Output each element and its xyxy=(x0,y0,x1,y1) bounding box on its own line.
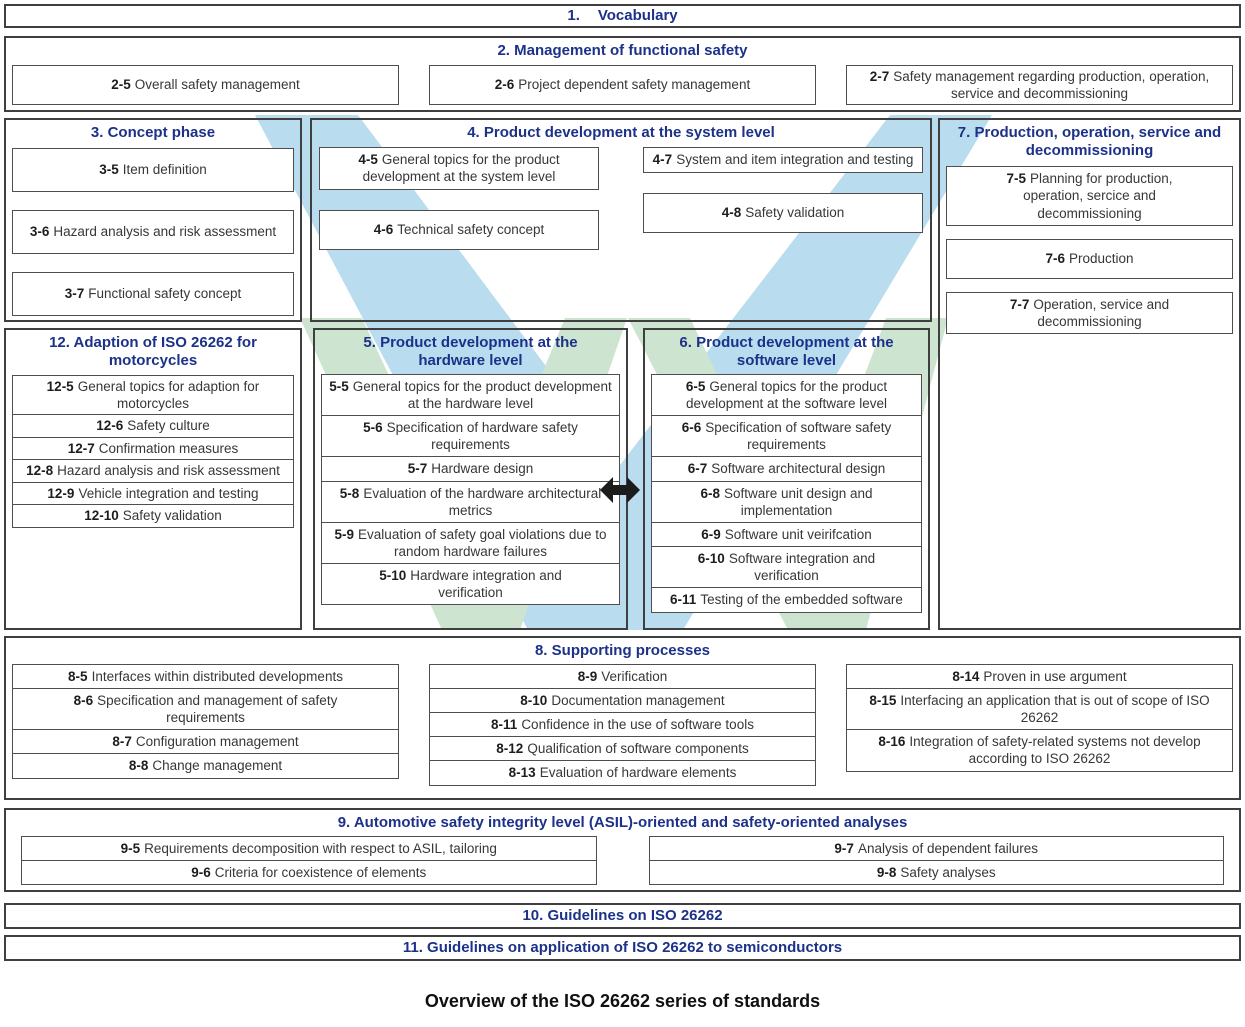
part-label: 8-9 Verification xyxy=(577,669,668,685)
standard-part-box xyxy=(651,587,922,613)
standard-part-box xyxy=(12,148,294,192)
part-label: 5-7 Hardware design xyxy=(407,461,534,477)
supporting-col2-boxes xyxy=(429,664,816,786)
supporting-col1-boxes xyxy=(12,664,399,786)
section-guidelines-semiconductors xyxy=(4,935,1241,961)
asil-left-boxes xyxy=(21,836,597,885)
part-label: 6-6 Specification of software safety requirements xyxy=(681,420,892,453)
standard-part-box xyxy=(651,415,922,458)
standard-part-box xyxy=(321,522,620,565)
section-motorcycles-title: 12. Adaption of ISO 26262 for motorcycles xyxy=(49,334,257,369)
part-label: 9-7 Analysis of dependent failures xyxy=(834,841,1039,856)
part-label: 5-6 Specification of hardware safety requirements xyxy=(363,420,578,453)
part-label: 9-6 Criteria for coexistence of elements xyxy=(191,864,427,880)
part-label: 4-7 System and item integration and testing xyxy=(652,152,914,168)
standard-part-box xyxy=(12,437,294,461)
standard-part-box xyxy=(429,760,816,786)
standard-part-box xyxy=(643,147,923,173)
standard-part-box xyxy=(319,210,599,250)
part-label: 12-9 Vehicle integration and testing xyxy=(47,485,259,501)
section-system-level xyxy=(310,118,932,322)
asil-right-boxes xyxy=(649,836,1225,885)
section-guidelines xyxy=(4,903,1241,929)
section-asil-title: 9. Automotive safety integrity level (ASIL)-oriented and safety-oriented analyses xyxy=(337,814,908,831)
part-label: 6-9 Software unit veirifcation xyxy=(701,526,872,542)
production-boxes xyxy=(940,166,1239,334)
part-label: 3-6 Hazard analysis and risk assessment xyxy=(29,224,277,240)
part-label: 8-5 Interfaces within distributed developments xyxy=(68,669,343,685)
part-label: 6-8 Software unit design and implementation xyxy=(700,485,873,518)
standard-part-box xyxy=(651,522,922,548)
part-label: 4-6 Technical safety concept xyxy=(373,221,545,237)
part-label: 5-5 General topics for the product development at the hardware level xyxy=(329,379,612,412)
standard-part-box xyxy=(946,292,1233,335)
standard-part-box xyxy=(651,546,922,589)
standard-part-box xyxy=(12,482,294,506)
standard-part-box xyxy=(12,375,294,416)
section-concept-phase xyxy=(4,118,302,322)
section-vocabulary xyxy=(4,4,1241,28)
standard-part-box xyxy=(321,563,620,606)
section-concept-title: 3. Concept phase xyxy=(90,124,216,141)
part-label: 2-6 Project dependent safety management xyxy=(494,77,751,93)
hardware-software-arrow-icon xyxy=(596,474,644,506)
diagram-caption: Overview of the ISO 26262 series of standards xyxy=(424,991,821,1011)
standard-part-box xyxy=(429,65,816,105)
part-label: 4-5 General topics for the product development at the system level xyxy=(358,152,560,185)
section-supporting-title: 8. Supporting processes xyxy=(534,642,711,659)
standard-part-box xyxy=(651,481,922,524)
standard-part-box xyxy=(649,860,1225,885)
standard-part-box xyxy=(846,729,1233,772)
standard-part-box xyxy=(321,456,620,482)
part-label: 8-8 Change management xyxy=(128,758,283,774)
section-software-level xyxy=(643,328,930,630)
section-production-title: 7. Production, operation, service and decommissioning xyxy=(957,124,1222,159)
part-label: 8-10 Documentation management xyxy=(520,693,725,709)
standard-part-box xyxy=(12,414,294,438)
standard-part-box xyxy=(846,664,1233,690)
standard-part-box xyxy=(643,193,923,233)
standard-part-box xyxy=(21,836,597,861)
part-label: 6-5 General topics for the product development at the software level xyxy=(685,379,888,412)
section-guidelines-title: 10. Guidelines on ISO 26262 xyxy=(522,907,723,924)
motorcycles-boxes xyxy=(6,375,300,528)
part-label: 6-10 Software integration and verification xyxy=(697,551,876,584)
system-level-right-boxes xyxy=(643,147,923,250)
management-boxes xyxy=(6,65,1239,105)
standard-part-box xyxy=(321,374,620,417)
standard-part-box xyxy=(12,688,399,731)
standard-part-box xyxy=(651,456,922,482)
part-label: 12-8 Hazard analysis and risk assessment xyxy=(26,463,280,479)
part-label: 2-7 Safety management regarding production, operation, service and decommissioning xyxy=(869,68,1210,101)
standard-part-box xyxy=(649,836,1225,861)
section-guidelines-semiconductors-title: 11. Guidelines on application of ISO 26262 to semiconductors xyxy=(402,939,843,956)
part-label: 8-16 Integration of safety-related systems not develop according to ISO 26262 xyxy=(878,734,1201,767)
standard-part-box xyxy=(12,210,294,254)
standard-part-box xyxy=(12,504,294,528)
section-supporting-processes xyxy=(4,636,1241,800)
concept-boxes xyxy=(6,148,300,316)
part-label: 12-5 General topics for adaption for motorcycles xyxy=(46,379,260,412)
standard-part-box xyxy=(946,239,1233,279)
supporting-col3-boxes xyxy=(846,664,1233,786)
standard-part-box xyxy=(12,65,399,105)
standard-part-box xyxy=(321,415,620,458)
part-label: 7-5 Planning for production, operation, sercice and decommissioning xyxy=(1006,171,1173,221)
software-boxes xyxy=(645,374,928,613)
standard-part-box xyxy=(12,664,399,690)
part-label: 12-10 Safety validation xyxy=(84,508,222,524)
part-label: 8-14 Proven in use argument xyxy=(952,669,1127,685)
standard-part-box xyxy=(21,860,597,885)
part-label: 9-8 Safety analyses xyxy=(876,864,996,880)
standard-part-box xyxy=(429,712,816,738)
standard-part-box xyxy=(12,459,294,483)
section-vocabulary-title: Vocabulary xyxy=(597,7,678,24)
section-vocabulary-number: 1. xyxy=(567,7,580,24)
standard-part-box xyxy=(429,664,816,690)
section-motorcycles xyxy=(4,328,302,630)
section-software-title: 6. Product development at the software level xyxy=(679,334,894,369)
section-management-functional-safety xyxy=(4,36,1241,112)
standard-part-box xyxy=(12,272,294,316)
part-label: 2-5 Overall safety management xyxy=(111,77,300,93)
section-hardware-level xyxy=(313,328,628,630)
section-asil-analyses xyxy=(4,808,1241,892)
part-label: 8-15 Interfacing an application that is out of scope of ISO 26262 xyxy=(869,693,1210,726)
part-label: 5-10 Hardware integration and verification xyxy=(379,567,562,600)
section-management-title: 2. Management of functional safety xyxy=(497,42,748,59)
section-system-title: 4. Product development at the system level xyxy=(467,124,775,141)
standard-part-box xyxy=(321,481,620,524)
section-hardware-title: 5. Product development at the hardware level xyxy=(363,334,578,369)
standard-part-box xyxy=(946,166,1233,226)
part-label: 5-8 Evaluation of the hardware architectural metrics xyxy=(339,485,602,518)
section-production-operation xyxy=(938,118,1241,630)
standard-part-box xyxy=(429,736,816,762)
standard-part-box xyxy=(429,688,816,714)
standard-part-box xyxy=(846,688,1233,731)
part-label: 5-9 Evaluation of safety goal violations due to random hardware failures xyxy=(334,526,607,559)
part-label: 9-5 Requirements decomposition with respect to ASIL, tailoring xyxy=(120,841,497,856)
part-label: 8-13 Evaluation of hardware elements xyxy=(508,765,737,781)
part-label: 8-6 Specification and management of safety requirements xyxy=(73,693,338,726)
part-label: 8-12 Qualification of software components xyxy=(496,741,749,757)
system-level-left-boxes xyxy=(319,147,599,250)
standard-part-box xyxy=(319,147,599,190)
standard-part-box xyxy=(651,374,922,417)
part-label: 6-7 Software architectural design xyxy=(687,461,886,477)
part-label: 4-8 Safety validation xyxy=(721,205,845,221)
standard-part-box xyxy=(846,65,1233,105)
part-label: 3-5 Item definition xyxy=(99,162,207,178)
part-label: 12-6 Safety culture xyxy=(96,418,210,434)
hardware-boxes xyxy=(315,374,626,605)
standard-part-box xyxy=(12,729,399,755)
part-label: 3-7 Functional safety concept xyxy=(64,286,242,302)
part-label: 8-11 Confidence in the use of software tools xyxy=(491,717,754,733)
part-label: 12-7 Confirmation measures xyxy=(67,440,239,456)
standard-part-box xyxy=(12,753,399,779)
part-label: 8-7 Configuration management xyxy=(112,734,299,750)
part-label: 6-11 Testing of the embedded software xyxy=(670,592,903,608)
part-label: 7-7 Operation, service and decommissioning xyxy=(1009,296,1170,330)
part-label: 7-6 Production xyxy=(1045,251,1134,267)
